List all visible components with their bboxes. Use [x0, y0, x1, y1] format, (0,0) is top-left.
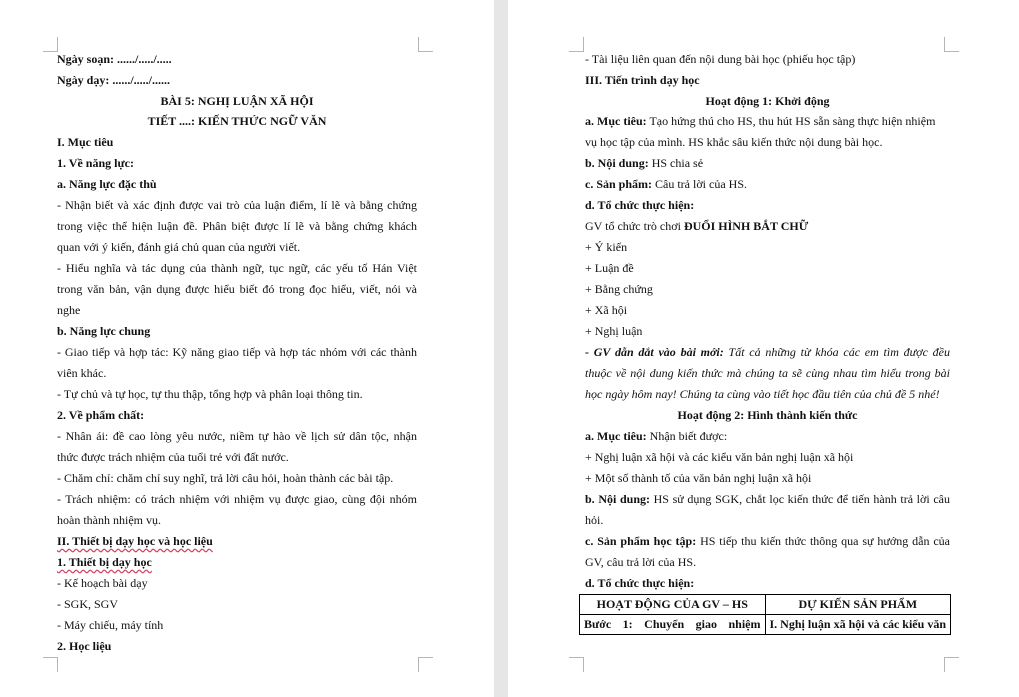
list-item: - Kế hoạch bài dạy	[57, 576, 148, 590]
subheading-text: 1. Thiết bị dạy học	[57, 555, 152, 569]
paragraph-line: thức được trách nhiệm của tuổi trẻ với đất nước.	[57, 450, 289, 464]
paragraph-line	[585, 156, 950, 171]
paragraph-line: - Nhân ái: đề cao lòng yêu nước, niềm tự hào về lịch sử dân tộc, nhận	[57, 429, 417, 443]
paragraph-line: - Trách nhiệm: có trách nhiệm với nhiệm vụ được giao, cùng đội nhóm	[57, 492, 417, 506]
paragraph-line	[585, 219, 950, 234]
margin-mark	[944, 37, 959, 52]
list-item: + Xã hội	[585, 303, 628, 317]
paragraph-line: - Tự chủ và tự học, tự thu thập, tổng hợp và phân loại thông tin.	[57, 387, 363, 401]
paragraph-line: d. Tổ chức thực hiện:	[585, 198, 695, 212]
paragraph-line: - Chăm chỉ: chăm chỉ suy nghĩ, trả lời câu hỏi, hoàn thành các bài tập.	[57, 471, 394, 485]
left-page	[0, 0, 494, 697]
paragraph-line: vụ học tập của mình. HS khắc sâu kiến thức nội dung bài học.	[585, 135, 883, 149]
lesson-title: BÀI 5: NGHỊ LUẬN XÃ HỘI	[160, 94, 314, 108]
label: a. Mục tiêu:	[585, 429, 647, 443]
table-row	[580, 595, 951, 615]
text: HS sử dụng SGK, chắt lọc kiến thức để tiến hành trả lời câu	[649, 492, 950, 506]
paragraph-line: học ngày hôm nay! Chúng ta cùng vào tiết học đầu tiên của chủ đề 5 nhé!	[585, 387, 940, 401]
subheading: b. Năng lực chung	[57, 324, 151, 338]
table-header-cell: HOẠT ĐỘNG CỦA GV – HS	[580, 595, 766, 615]
paragraph-line: trong văn bản, vận dụng được hiểu biết đó trong đọc hiểu, viết, nói và	[57, 282, 417, 296]
paragraph-line	[585, 534, 950, 549]
paragraph-line: d. Tổ chức thực hiện:	[585, 576, 695, 590]
ngay-day: Ngày dạy: ....../...../......	[57, 73, 171, 87]
label: c. Sản phẩm học tập:	[585, 534, 697, 548]
subheading: 1. Về năng lực:	[57, 156, 134, 170]
paragraph-line	[585, 114, 950, 129]
label: c. Sản phẩm:	[585, 177, 653, 191]
subheading	[57, 555, 417, 570]
paragraph-line: nghe	[57, 303, 81, 317]
lesson-subtitle: TIẾT ....: KIẾN THỨC NGỮ VĂN	[147, 114, 327, 128]
list-item: + Một số thành tố của văn bản nghị luận xã hội	[585, 471, 812, 485]
subheading: 2. Học liệu	[57, 639, 112, 653]
list-item: + Ý kiến	[585, 240, 628, 254]
right-page	[508, 0, 1019, 697]
paragraph-line: - Giao tiếp và hợp tác: Kỹ năng giao tiếp và hợp tác nhóm với các thành	[57, 345, 417, 359]
table-cell: I. Nghị luận xã hội và các kiểu văn	[765, 615, 951, 635]
label: b. Nội dung:	[585, 492, 650, 506]
section-heading-text: II. Thiết bị dạy học và học liệu	[57, 534, 213, 548]
text: HS tiếp thu kiến thức thông qua sự hướng dẫn của	[696, 534, 950, 548]
margin-mark	[43, 657, 58, 672]
activity-heading: Hoạt động 2: Hình thành kiến thức	[677, 408, 858, 422]
section-heading	[57, 534, 417, 549]
paragraph-line: trong việc thể hiện luận đề. Phân biệt được lí lẽ và bằng chứng khách	[57, 219, 417, 233]
paragraph-line	[585, 429, 950, 444]
text: Câu trả lời của HS.	[652, 177, 748, 191]
table-header-cell: DỰ KIẾN SẢN PHẨM	[765, 595, 951, 615]
table-row	[580, 615, 951, 635]
text: Nhận biết được:	[646, 429, 728, 443]
paragraph-line: - Hiểu nghĩa và tác dụng của thành ngữ, tục ngữ, các yếu tố Hán Việt	[57, 261, 417, 275]
section-heading: I. Mục tiêu	[57, 135, 114, 149]
subheading: a. Năng lực đặc thù	[57, 177, 157, 191]
paragraph-line	[585, 492, 950, 507]
label: a. Mục tiêu:	[585, 114, 647, 128]
paragraph-line: viên khác.	[57, 366, 107, 380]
paragraph-line	[585, 345, 950, 360]
margin-mark	[418, 657, 433, 672]
list-item: + Nghị luận xã hội và các kiểu văn bản nghị luận xã hội	[585, 450, 854, 464]
text: HS chia sẻ	[648, 156, 704, 170]
list-item: + Bằng chứng	[585, 282, 653, 296]
paragraph-line: GV, câu trả lời của HS.	[585, 555, 697, 569]
ngay-soan: Ngày soạn: ....../...../.....	[57, 52, 172, 66]
list-item: - SGK, SGV	[57, 597, 119, 611]
table-cell: Bước 1: Chuyển giao nhiệm	[580, 615, 766, 635]
activity-heading: Hoạt động 1: Khởi động	[705, 94, 830, 108]
subheading: 2. Về phẩm chất:	[57, 408, 145, 422]
text: Tạo hứng thú cho HS, thu hút HS sẵn sàng thực hiện nhiệm	[646, 114, 936, 128]
margin-mark	[569, 657, 584, 672]
margin-mark	[43, 37, 58, 52]
list-item: + Nghị luận	[585, 324, 643, 338]
label: b. Nội dung:	[585, 156, 649, 170]
margin-mark	[944, 657, 959, 672]
list-item: - Máy chiếu, máy tính	[57, 618, 164, 632]
paragraph-line: - Tài liệu liên quan đến nội dung bài học (phiếu học tập)	[585, 52, 856, 66]
paragraph-line: hỏi.	[585, 513, 604, 527]
section-heading: III. Tiến trình dạy học	[585, 73, 700, 87]
paragraph-line: hoàn thành nhiệm vụ.	[57, 513, 161, 527]
paragraph-line: thuộc về nội dung kiến thức mà chúng ta sẽ cùng nhau tìm hiểu trong bài	[585, 366, 950, 380]
margin-mark	[569, 37, 584, 52]
game-name: ĐUỔI HÌNH BẮT CHỮ	[683, 219, 809, 233]
page-gutter	[494, 0, 508, 697]
list-item: + Luận đề	[585, 261, 634, 275]
paragraph-line	[585, 177, 950, 192]
paragraph-line: - Nhận biết và xác định được vai trò của luận điểm, lí lẽ và bằng chứng	[57, 198, 417, 212]
margin-mark	[418, 37, 433, 52]
text: GV tổ chức trò chơi	[585, 219, 684, 233]
activity-table	[579, 594, 951, 635]
paragraph-line: quan với ý kiến, đánh giá chủ quan của người viết.	[57, 240, 301, 254]
text: Tất cả những từ khóa các em tìm được đều	[723, 345, 950, 359]
label: - GV dẫn dắt vào bài mới:	[585, 345, 724, 359]
